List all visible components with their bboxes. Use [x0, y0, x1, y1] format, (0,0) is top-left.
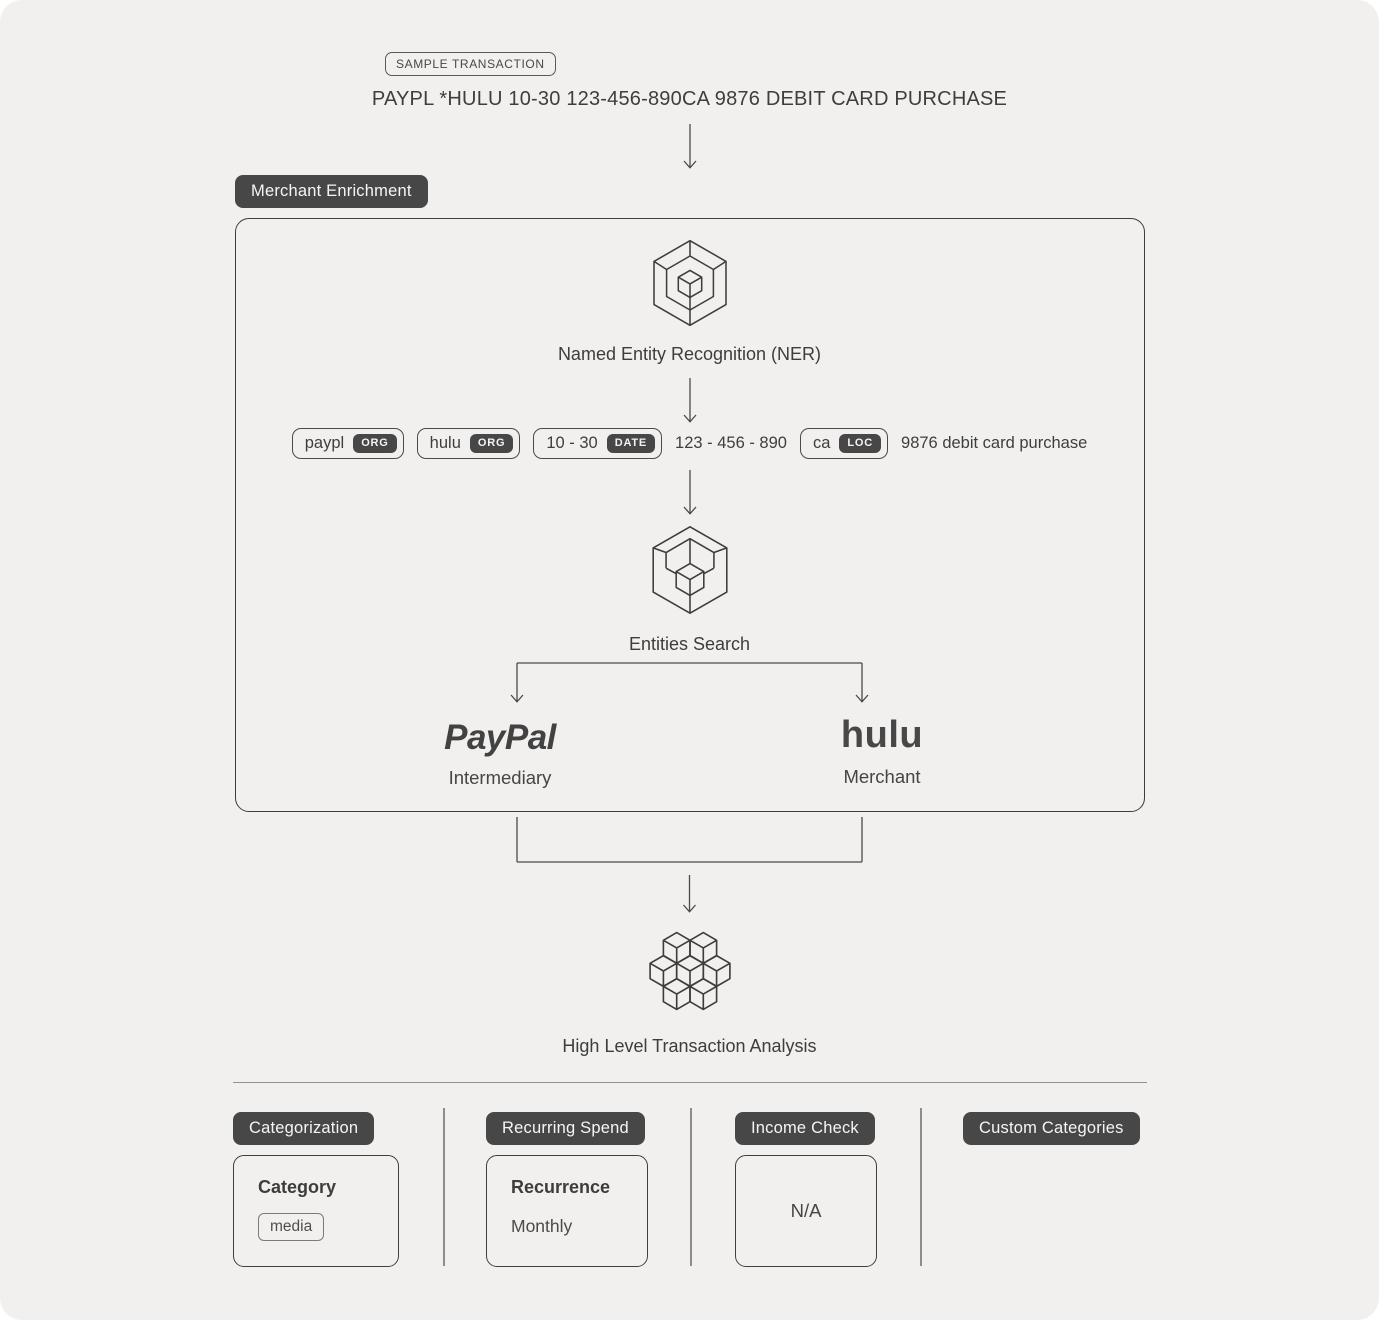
income-check-card: [735, 1155, 877, 1267]
entity-plain-text: 9876 debit card purchase: [901, 434, 1088, 453]
entity-tag-hulu: [417, 428, 521, 459]
raw-transaction-text: PAYPL *HULU 10-30 123-456-890CA 9876 DEBIT CARD PURCHASE: [371, 88, 1008, 110]
section-divider: [233, 1082, 1147, 1083]
entity-tag-location: [800, 428, 888, 459]
category-value-tag: media: [258, 1213, 324, 1241]
column-divider: [690, 1108, 692, 1266]
merchant-enrichment-badge: Merchant Enrichment: [235, 175, 428, 208]
entity-type-badge: ORG: [470, 434, 513, 453]
entity-type-badge: LOC: [839, 434, 881, 453]
categorization-card: [233, 1155, 399, 1267]
arrow-down-icon: [680, 378, 700, 424]
card-heading: Category: [258, 1177, 337, 1197]
entity-text: paypl: [304, 434, 345, 452]
ner-icon: [645, 238, 735, 328]
entities-search-title: Entities Search: [628, 634, 751, 654]
branch-connector: [505, 662, 875, 710]
entity-type-badge: ORG: [353, 434, 396, 453]
transaction-analysis-icon: [642, 923, 738, 1019]
sample-transaction-badge: SAMPLE TRANSACTION: [385, 52, 556, 76]
entity-text: ca: [812, 434, 831, 452]
hulu-wordmark: hulu: [840, 714, 924, 756]
analysis-title: High Level Transaction Analysis: [562, 1036, 817, 1056]
entity-tag-row: [0, 428, 1379, 459]
entity-tag-paypl: [292, 428, 404, 459]
merge-connector: [505, 817, 875, 917]
result-role: Merchant: [843, 766, 921, 787]
income-check-value: N/A: [790, 1200, 822, 1221]
income-check-badge: Income Check: [735, 1112, 875, 1145]
card-heading: Recurrence: [511, 1177, 611, 1197]
entities-search-icon: [644, 524, 736, 616]
arrow-down-icon: [680, 470, 700, 516]
column-divider: [920, 1108, 922, 1266]
ner-title: Named Entity Recognition (NER): [557, 344, 822, 364]
entity-plain-text: 123 - 456 - 890: [675, 434, 787, 453]
arrow-down-icon: [680, 124, 700, 170]
result-merchant: [772, 714, 992, 788]
recurring-spend-badge: Recurring Spend: [486, 1112, 645, 1145]
recurrence-value: Monthly: [511, 1216, 573, 1236]
custom-categories-badge: Custom Categories: [963, 1112, 1140, 1145]
entity-tag-date: [533, 428, 662, 459]
entity-text: 10 - 30: [546, 434, 598, 452]
paypal-wordmark: PayPal: [444, 718, 556, 757]
result-intermediary: [390, 718, 610, 789]
recurring-spend-card: [486, 1155, 648, 1267]
column-divider: [443, 1108, 445, 1266]
categorization-badge: Categorization: [233, 1112, 374, 1145]
result-role: Intermediary: [448, 767, 552, 788]
entity-text: hulu: [429, 434, 461, 452]
entity-type-badge: DATE: [607, 434, 655, 453]
